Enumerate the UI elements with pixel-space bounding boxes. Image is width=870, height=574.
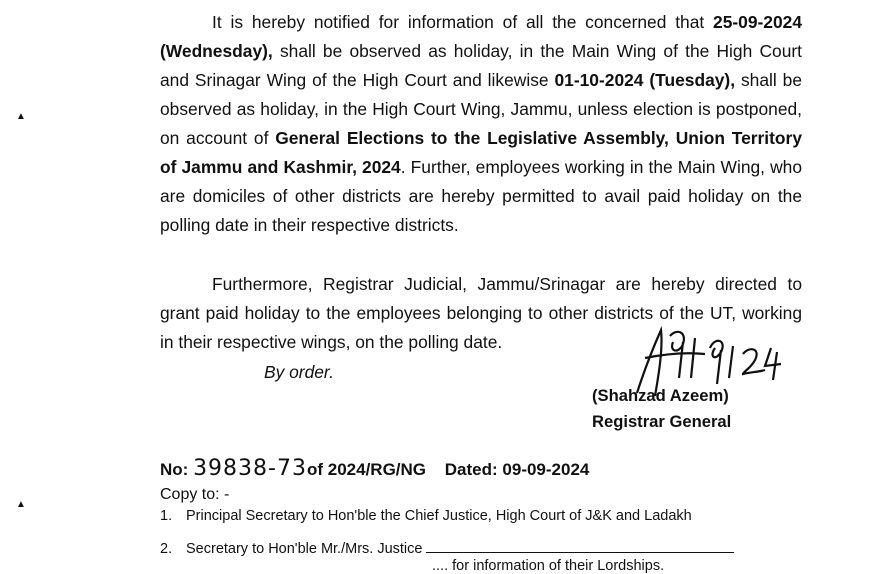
margin-mark: ▲ — [16, 499, 26, 510]
signatory-designation: Registrar General — [592, 412, 732, 431]
holiday-date-2: 01-10-2024 (Tuesday), — [554, 70, 736, 90]
reference-number-line — [160, 456, 589, 481]
p1-tail: . Further, employees working in the Main Wing, who are domiciles of other districts are hereby permitted to avail paid holiday on the polling date in their respective districts. — [160, 157, 802, 235]
copy-list-item — [160, 538, 734, 557]
signatory-name: (Shahzad Azeem) — [592, 386, 729, 405]
p1-mid-1: shall be observed as holiday, in the Main Wing of the High Court and Srinagar Wing of the High Court and likewise — [160, 41, 802, 90]
no-label: No: — [160, 460, 189, 479]
lordships-note: .... for information of their Lordships. — [432, 558, 665, 574]
blank-line — [426, 538, 734, 553]
no-suffix: of 2024/RG/NG — [306, 460, 427, 479]
notice-paragraph-1 — [160, 8, 802, 240]
holiday-date-1: 25-09-2024 (Wednesday), — [160, 12, 802, 61]
margin-mark: ▲ — [16, 111, 26, 122]
elections-title: General Elections to the Legislative Assembly, Union Territory of Jammu and Kashmir, 2024 — [160, 128, 802, 177]
item-text: Secretary to Hon'ble Mr./Mrs. Justice — [186, 541, 423, 557]
copy-list-item — [160, 508, 692, 524]
p1-mid-2: shall be observed as holiday, in the High Court Wing, Jammu, unless election is postponed, on account of — [160, 70, 803, 148]
item-number: 1. — [160, 508, 173, 524]
notice-paragraph-2: Furthermore, Registrar Judicial, Jammu/Srinagar are hereby directed to grant paid holiday to the employees belonging to other districts of the UT, working in their respective wings, on the polling date. — [160, 274, 802, 352]
dated-label: Dated: — [444, 460, 498, 479]
copy-to-heading: Copy to: - — [160, 486, 230, 503]
item-number: 2. — [160, 541, 173, 557]
by-order: By order. — [264, 362, 334, 382]
p1-lead: It is hereby notified for information of all the concerned that — [212, 12, 714, 32]
handwritten-number: 39838-73 — [193, 456, 307, 481]
dated-value: 09-09-2024 — [502, 460, 590, 479]
item-text: Principal Secretary to Hon'ble the Chief Justice, High Court of J&K and Ladakh — [186, 508, 692, 524]
